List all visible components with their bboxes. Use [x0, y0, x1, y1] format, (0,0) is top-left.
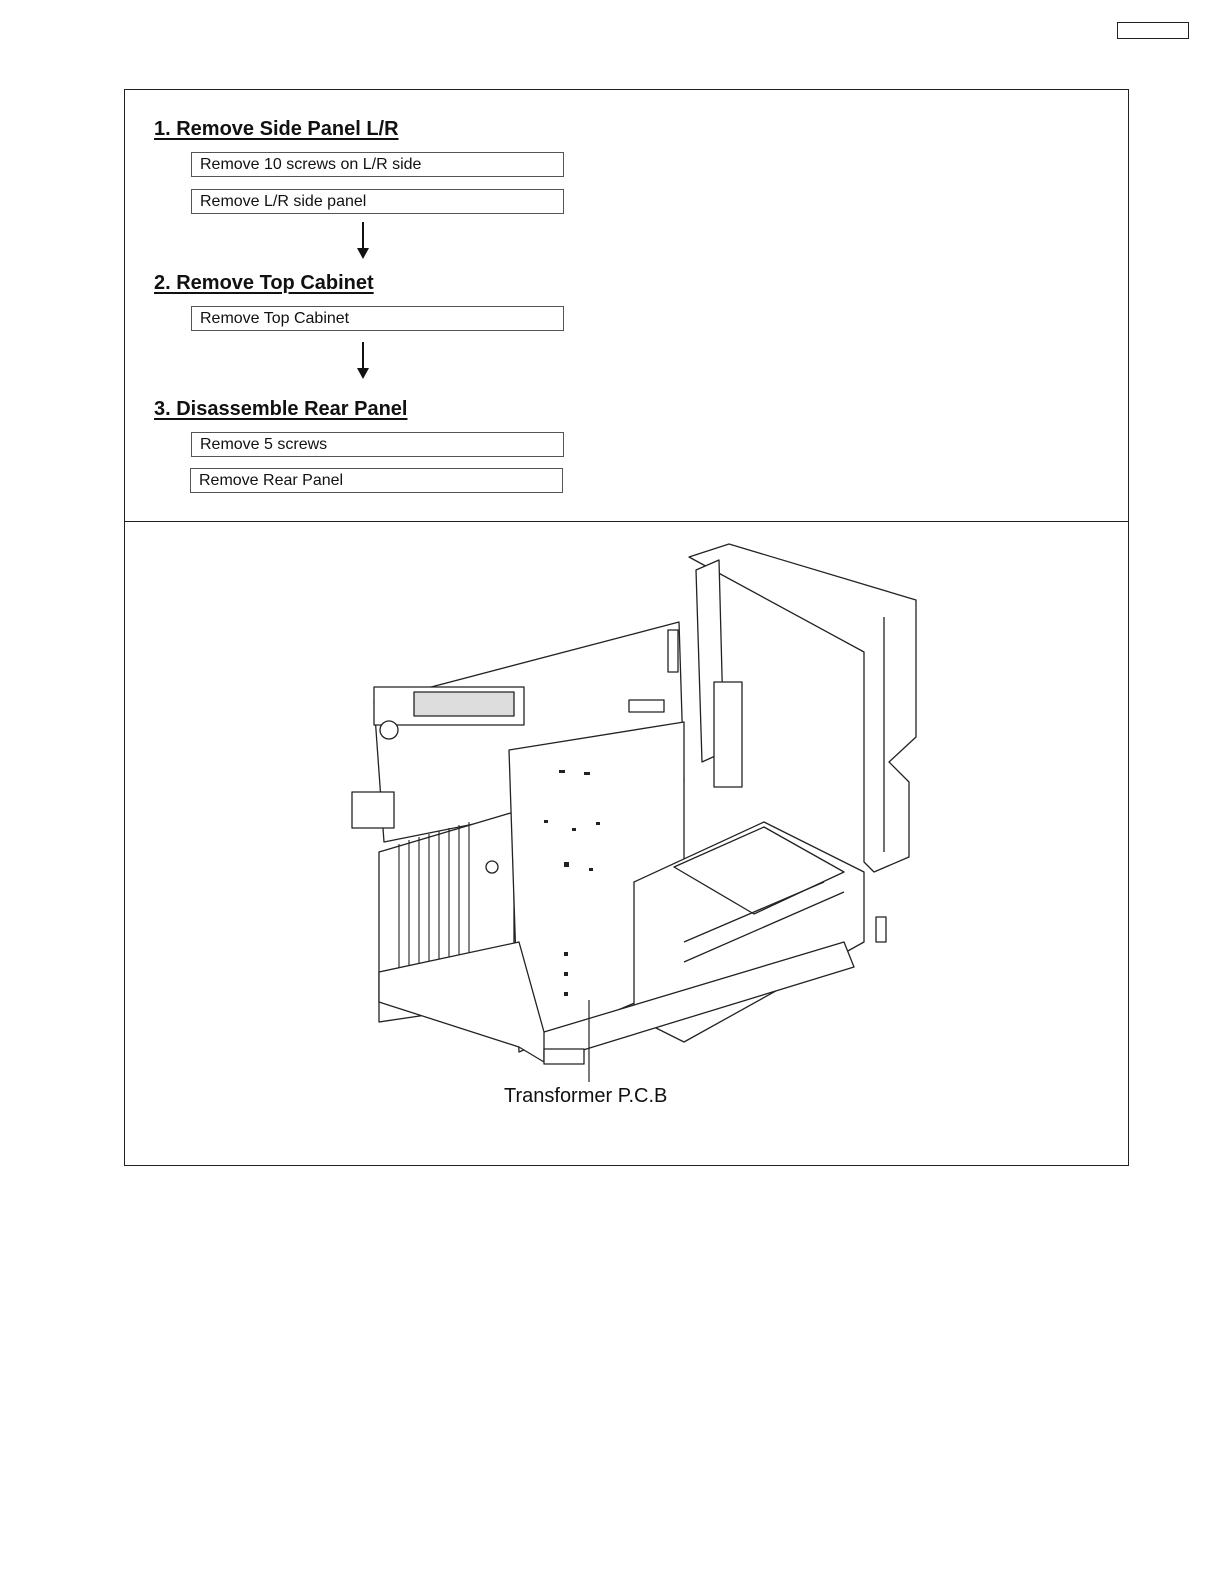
- step-3-heading: 3. Disassemble Rear Panel: [154, 398, 408, 420]
- step-1-action-1: Remove 10 screws on L/R side: [191, 152, 564, 177]
- step-2-action-1: Remove Top Cabinet: [191, 306, 564, 331]
- step-1-action-2: Remove L/R side panel: [191, 189, 564, 214]
- flow-arrow-down-icon: [356, 342, 370, 380]
- transformer-pcb-label: Transformer P.C.B: [504, 1085, 668, 1107]
- step-3-action-1: Remove 5 screws: [191, 432, 564, 457]
- chassis-exploded-illustration: [124, 522, 1129, 1165]
- step-2-heading: 2. Remove Top Cabinet: [154, 272, 374, 294]
- step-1-heading: 1. Remove Side Panel L/R: [154, 118, 399, 140]
- flow-arrow-down-icon: [356, 222, 370, 260]
- step-3-action-2: Remove Rear Panel: [190, 468, 563, 493]
- page-number-box: [1117, 22, 1189, 39]
